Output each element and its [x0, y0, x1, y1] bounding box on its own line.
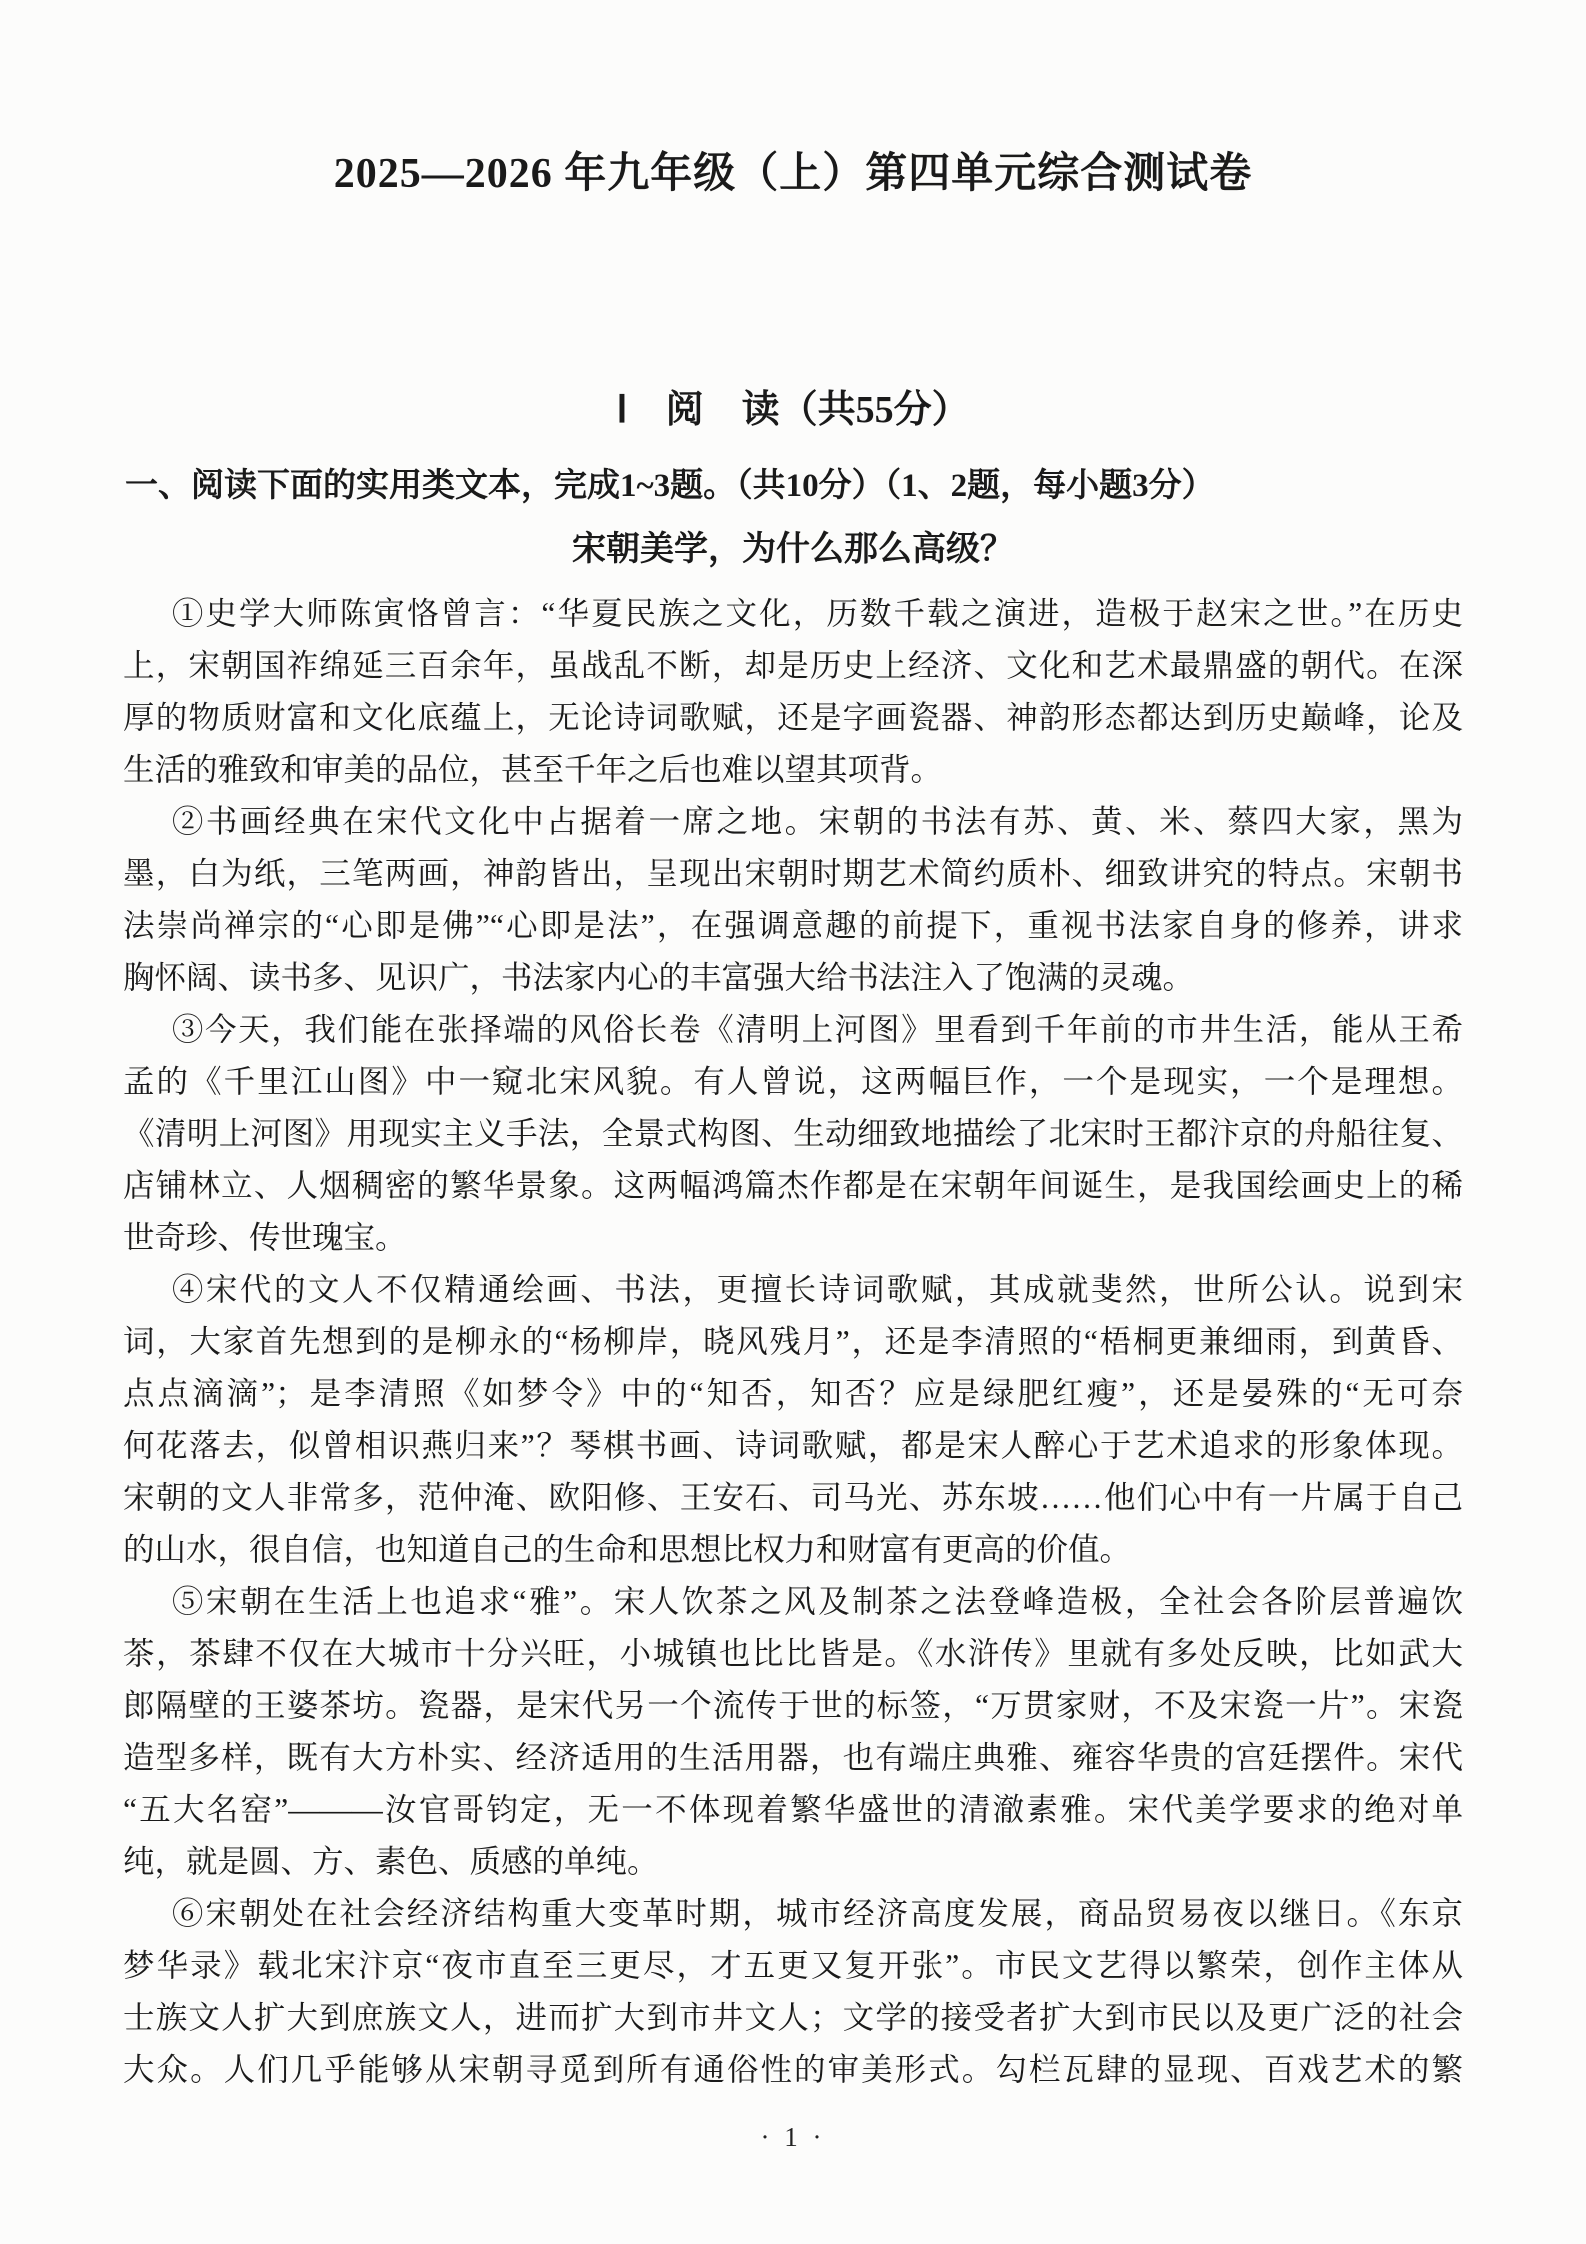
paragraph-line: 上，宋朝国祚绵延三百余年，虽战乱不断，却是历史上经济、文化和艺术最鼎盛的朝代。在深: [123, 648, 1463, 683]
article-paragraph: [123, 1576, 1463, 1888]
section-heading: Ⅰ 阅 读（共55分）: [616, 389, 970, 431]
task-instruction: 一、阅读下面的实用类文本，完成1~3题。（共10分）（1、2题，每小题3分）: [125, 468, 1215, 504]
paragraph-line: 宋朝的文人非常多，范仲淹、欧阳修、王安石、司马光、苏东坡……他们心中有一片属于自己: [123, 1480, 1463, 1515]
paragraph-line: “五大名窑”———汝官哥钧定，无一不体现着繁华盛世的清澈素雅。宋代美学要求的绝对单: [123, 1792, 1463, 1827]
article-paragraph: [123, 1264, 1463, 1576]
paragraph-line: 墨，白为纸，三笔两画，神韵皆出，呈现出宋朝时期艺术简约质朴、细致讲究的特点。宋朝书: [123, 856, 1463, 891]
article-paragraph: [123, 588, 1463, 796]
paragraph-line: 梦华录》载北宋汴京“夜市直至三更尽，才五更又复开张”。市民文艺得以繁荣，创作主体从: [123, 1948, 1463, 1983]
paragraph-line: 士族文人扩大到庶族文人，进而扩大到市井文人；文学的接受者扩大到市民以及更广泛的社会: [123, 2000, 1463, 2035]
paragraph-line: 点点滴滴”；是李清照《如梦令》中的“知否，知否？应是绿肥红瘦”，还是晏殊的“无可奈: [123, 1376, 1463, 1411]
paragraph-line: ④宋代的文人不仅精通绘画、书法，更擅长诗词歌赋，其成就斐然，世所公认。说到宋: [171, 1272, 1463, 1307]
paragraph-line: ③今天，我们能在张择端的风俗长卷《清明上河图》里看到千年前的市井生活，能从王希: [171, 1012, 1463, 1047]
paragraph-line: 《清明上河图》用现实主义手法，全景式构图、生动细致地描绘了北宋时王都汴京的舟船往复、: [123, 1116, 1463, 1151]
page-title: 2025—2026 年九年级（上）第四单元综合测试卷: [333, 151, 1253, 197]
paragraph-line: 胸怀阔、读书多、见识广，书法家内心的丰富强大给书法注入了饱满的灵魂。: [123, 960, 1195, 995]
paragraph-line: ⑥宋朝处在社会经济结构重大变革时期，城市经济高度发展，商品贸易夜以继日。《东京: [171, 1896, 1463, 1931]
article-title: 宋朝美学，为什么那么高级？: [572, 531, 1014, 568]
paragraph-line: ②书画经典在宋代文化中占据着一席之地。宋朝的书法有苏、黄、米、蔡四大家，黑为: [171, 804, 1463, 839]
paragraph-line: 茶，茶肆不仅在大城市十分兴旺，小城镇也比比皆是。《水浒传》里就有多处反映，比如武大: [123, 1636, 1463, 1671]
paragraph-line: 店铺林立、人烟稠密的繁华景象。这两幅鸿篇杰作都是在宋朝年间诞生，是我国绘画史上的稀: [123, 1168, 1463, 1203]
page-number: · 1 ·: [760, 2122, 826, 2152]
paragraph-line: 大众。人们几乎能够从宋朝寻觅到所有通俗性的审美形式。勾栏瓦肆的显现、百戏艺术的繁: [123, 2052, 1463, 2087]
paragraph-line: 何花落去，似曾相识燕归来”？琴棋书画、诗词歌赋，都是宋人醉心于艺术追求的形象体现。: [123, 1428, 1463, 1463]
paragraph-line: 纯，就是圆、方、素色、质感的单纯。: [123, 1844, 659, 1879]
paragraph-line: ①史学大师陈寅恪曾言：“华夏民族之文化，历数千载之演进，造极于赵宋之世。”在历史: [171, 596, 1463, 631]
paragraph-line: 厚的物质财富和文化底蕴上，无论诗词歌赋，还是字画瓷器、神韵形态都达到历史巅峰，论及: [123, 700, 1463, 735]
paragraph-line: 郎隔壁的王婆茶坊。瓷器，是宋代另一个流传于世的标签，“万贯家财，不及宋瓷一片”。宋瓷: [123, 1688, 1463, 1723]
paragraph-line: 孟的《千里江山图》中一窥北宋风貌。有人曾说，这两幅巨作，一个是现实，一个是理想。: [123, 1064, 1463, 1099]
paragraph-line: 的山水，很自信，也知道自己的生命和思想比权力和财富有更高的价值。: [123, 1532, 1132, 1567]
paragraph-line: ⑤宋朝在生活上也追求“雅”。宋人饮茶之风及制茶之法登峰造极，全社会各阶层普遍饮: [171, 1584, 1463, 1619]
paragraph-line: 世奇珍、传世瑰宝。: [123, 1220, 407, 1255]
article-body: [123, 588, 1463, 2096]
article-paragraph: [123, 1004, 1463, 1264]
article-paragraph: [123, 796, 1463, 1004]
paragraph-line: 造型多样，既有大方朴实、经济适用的生活用器，也有端庄典雅、雍容华贵的宫廷摆件。宋代: [123, 1740, 1463, 1775]
paragraph-line: 法崇尚禅宗的“心即是佛”“心即是法”，在强调意趣的前提下，重视书法家自身的修养，讲求: [123, 908, 1463, 943]
paragraph-line: 词，大家首先想到的是柳永的“杨柳岸，晓风残月”，还是李清照的“梧桐更兼细雨，到黄昏、: [123, 1324, 1463, 1359]
article-paragraph: [123, 1888, 1463, 2096]
paragraph-line: 生活的雅致和审美的品位，甚至千年之后也难以望其项背。: [123, 752, 943, 787]
